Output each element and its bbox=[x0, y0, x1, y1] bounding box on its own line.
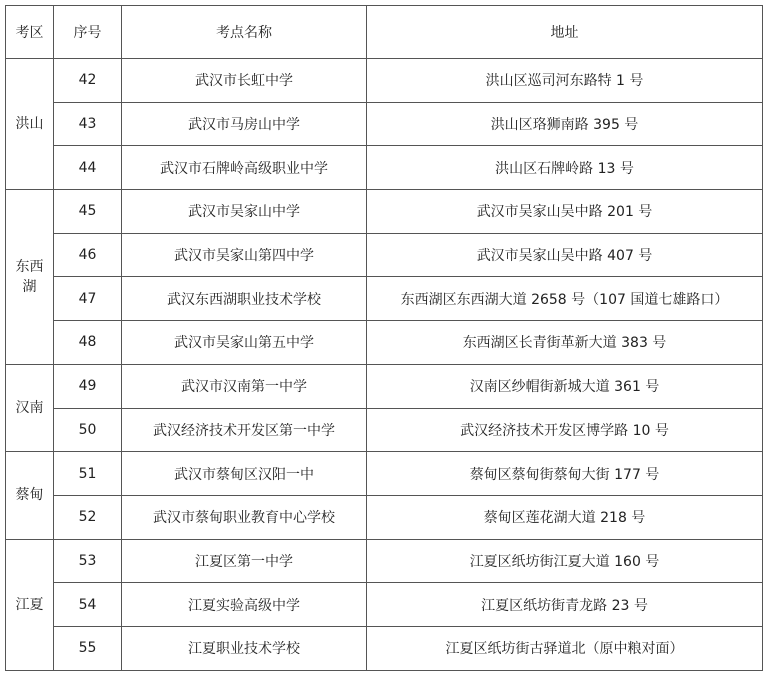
table-row bbox=[6, 539, 763, 583]
site-name-cell: 武汉市吴家山中学 bbox=[122, 190, 367, 234]
header-number: 序号 bbox=[54, 6, 122, 59]
number-cell: 52 bbox=[54, 495, 122, 539]
table-row bbox=[6, 583, 763, 627]
site-name-cell: 武汉市马房山中学 bbox=[122, 102, 367, 146]
site-name-cell: 江夏实验高级中学 bbox=[122, 583, 367, 627]
table-row bbox=[6, 321, 763, 365]
address-cell: 洪山区珞狮南路 395 号 bbox=[367, 102, 763, 146]
address-cell: 洪山区巡司河东路特 1 号 bbox=[367, 59, 763, 103]
table-row bbox=[6, 408, 763, 452]
header-address: 地址 bbox=[367, 6, 763, 59]
exam-site-table bbox=[5, 5, 763, 671]
number-cell: 55 bbox=[54, 626, 122, 670]
address-cell: 汉南区纱帽街新城大道 361 号 bbox=[367, 364, 763, 408]
table-row bbox=[6, 146, 763, 190]
site-name-cell: 武汉经济技术开发区第一中学 bbox=[122, 408, 367, 452]
number-cell: 49 bbox=[54, 364, 122, 408]
table-row bbox=[6, 364, 763, 408]
number-cell: 43 bbox=[54, 102, 122, 146]
table-row bbox=[6, 277, 763, 321]
district-cell: 江夏 bbox=[6, 539, 54, 670]
district-cell: 蔡甸 bbox=[6, 452, 54, 539]
district-cell: 汉南 bbox=[6, 364, 54, 451]
address-cell: 武汉市吴家山吴中路 407 号 bbox=[367, 233, 763, 277]
site-name-cell: 武汉市蔡甸区汉阳一中 bbox=[122, 452, 367, 496]
address-cell: 武汉经济技术开发区博学路 10 号 bbox=[367, 408, 763, 452]
number-cell: 44 bbox=[54, 146, 122, 190]
number-cell: 42 bbox=[54, 59, 122, 103]
number-cell: 53 bbox=[54, 539, 122, 583]
address-cell: 武汉市吴家山吴中路 201 号 bbox=[367, 190, 763, 234]
address-cell: 江夏区纸坊街青龙路 23 号 bbox=[367, 583, 763, 627]
number-cell: 54 bbox=[54, 583, 122, 627]
site-name-cell: 武汉市吴家山第四中学 bbox=[122, 233, 367, 277]
table-row bbox=[6, 233, 763, 277]
address-cell: 江夏区纸坊街江夏大道 160 号 bbox=[367, 539, 763, 583]
site-name-cell: 武汉市汉南第一中学 bbox=[122, 364, 367, 408]
site-name-cell: 武汉市长虹中学 bbox=[122, 59, 367, 103]
district-cell: 洪山 bbox=[6, 59, 54, 190]
table-row bbox=[6, 495, 763, 539]
header-district: 考区 bbox=[6, 6, 54, 59]
number-cell: 47 bbox=[54, 277, 122, 321]
site-name-cell: 江夏区第一中学 bbox=[122, 539, 367, 583]
site-name-cell: 武汉市蔡甸职业教育中心学校 bbox=[122, 495, 367, 539]
site-name-cell: 江夏职业技术学校 bbox=[122, 626, 367, 670]
address-cell: 蔡甸区莲花湖大道 218 号 bbox=[367, 495, 763, 539]
address-cell: 洪山区石牌岭路 13 号 bbox=[367, 146, 763, 190]
number-cell: 50 bbox=[54, 408, 122, 452]
site-name-cell: 武汉市吴家山第五中学 bbox=[122, 321, 367, 365]
number-cell: 51 bbox=[54, 452, 122, 496]
address-cell: 东西湖区东西湖大道 2658 号（107 国道七雄路口） bbox=[367, 277, 763, 321]
table-row bbox=[6, 59, 763, 103]
table-row bbox=[6, 452, 763, 496]
site-name-cell: 武汉东西湖职业技术学校 bbox=[122, 277, 367, 321]
header-site-name: 考点名称 bbox=[122, 6, 367, 59]
number-cell: 48 bbox=[54, 321, 122, 365]
table-row bbox=[6, 190, 763, 234]
number-cell: 46 bbox=[54, 233, 122, 277]
header-row bbox=[6, 6, 763, 59]
number-cell: 45 bbox=[54, 190, 122, 234]
site-name-cell: 武汉市石牌岭高级职业中学 bbox=[122, 146, 367, 190]
table-row bbox=[6, 102, 763, 146]
address-cell: 东西湖区长青街革新大道 383 号 bbox=[367, 321, 763, 365]
address-cell: 蔡甸区蔡甸街蔡甸大街 177 号 bbox=[367, 452, 763, 496]
address-cell: 江夏区纸坊街古驿道北（原中粮对面） bbox=[367, 626, 763, 670]
table-row bbox=[6, 626, 763, 670]
district-cell: 东西湖 bbox=[6, 190, 54, 365]
